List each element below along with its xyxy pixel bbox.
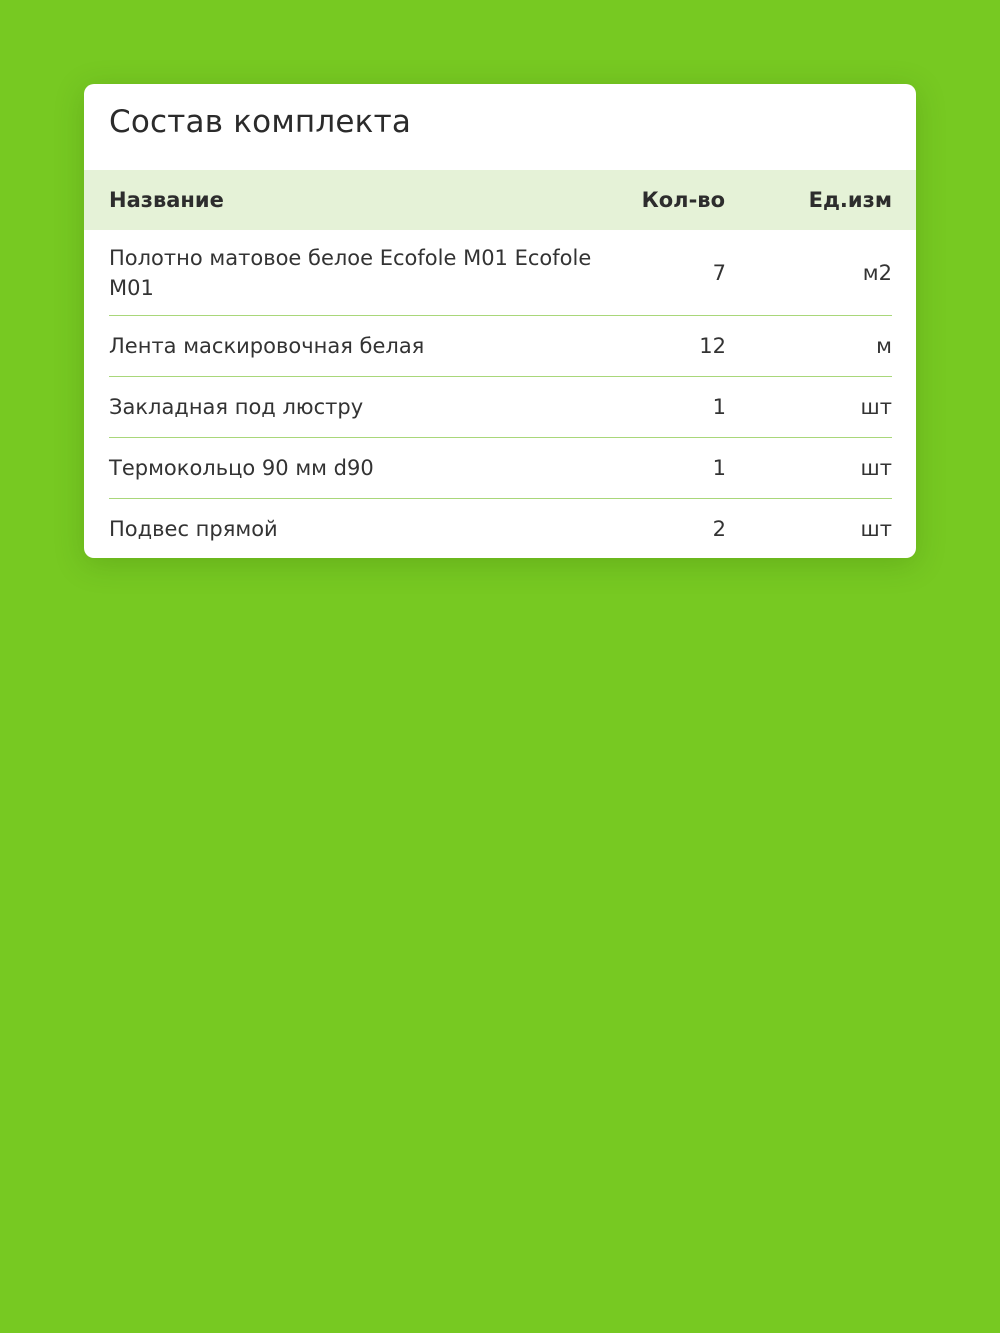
table-row	[109, 316, 892, 377]
row-name-cell: Лента маскировочная белая	[109, 334, 425, 358]
column-header-unit: Ед.изм	[808, 188, 892, 212]
row-qty-cell: 7	[712, 260, 726, 285]
row-unit-cell: шт	[860, 456, 892, 480]
kit-contents-card	[84, 84, 916, 558]
row-name-cell: Термокольцо 90 мм d90	[109, 456, 374, 480]
table-row	[109, 377, 892, 438]
table-row	[109, 438, 892, 499]
row-name-cell: Подвес прямой	[109, 517, 278, 541]
row-unit-cell: м	[876, 334, 892, 358]
table-row	[109, 499, 892, 558]
column-header-name: Название	[109, 188, 224, 212]
row-qty-cell: 1	[712, 395, 726, 419]
row-unit-cell: шт	[860, 517, 892, 541]
row-qty-cell: 1	[712, 456, 726, 480]
row-unit-cell: м2	[862, 260, 892, 285]
row-qty-cell: 2	[712, 517, 726, 541]
table-header-row	[84, 170, 916, 230]
row-qty-cell: 12	[699, 334, 726, 358]
card-title: Состав комплекта	[109, 104, 412, 140]
row-unit-cell: шт	[860, 395, 892, 419]
table-row	[109, 230, 892, 316]
row-name-cell: Закладная под люстру	[109, 395, 364, 419]
table-body	[109, 230, 892, 558]
row-name-cell: Полотно матовое белое Ecofole M01 Ecofole M01	[109, 245, 592, 300]
column-header-qty: Кол-во	[641, 188, 725, 212]
